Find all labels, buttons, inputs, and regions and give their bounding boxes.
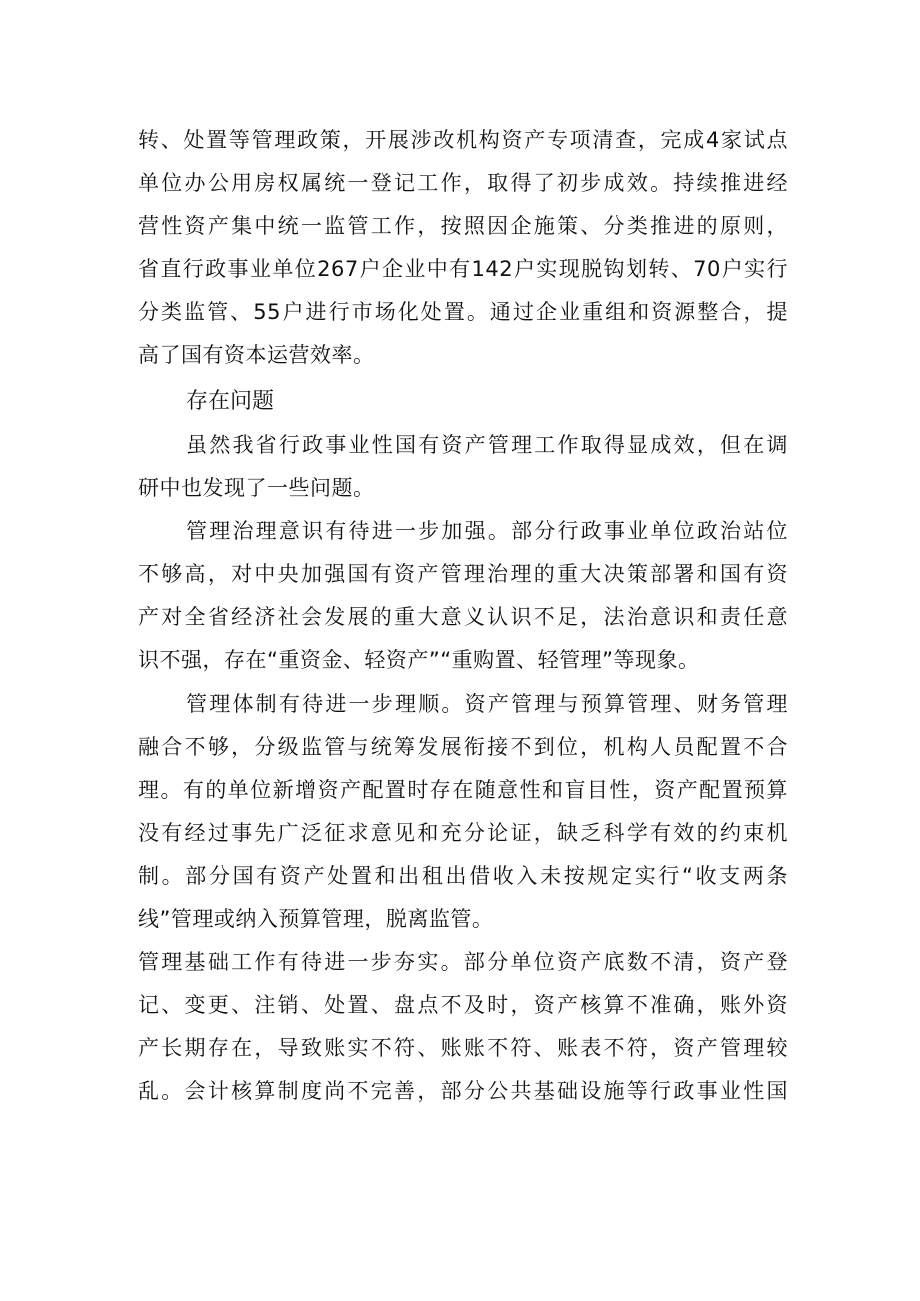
paragraph-line: 管理体制有待进一步理顺。资产管理与预算管理、财务管理 <box>186 692 788 716</box>
paragraph-line: 管理治理意识有待进一步加强。部分行政事业单位政治站位 <box>186 519 788 543</box>
paragraph-line: 制。部分国有资产处置和出租出借收入未按规定实行“收支两条 <box>138 864 788 888</box>
paragraph-line: 管理基础工作有待进一步夯实。部分单位资产底数不清，资产登 <box>138 950 788 974</box>
paragraph-line: 乱。会计核算制度尚不完善，部分公共基础设施等行政事业性国 <box>138 1079 788 1103</box>
paragraph-line: 理。有的单位新增资产配置时存在随意性和盲目性，资产配置预算 <box>138 778 788 802</box>
paragraph-line: 产长期存在，导致账实不符、账账不符、账表不符，资产管理较 <box>138 1036 788 1060</box>
paragraph-line: 不够高，对中央加强国有资产管理治理的重大决策部署和国有资 <box>138 562 788 586</box>
paragraph-line: 线”管理或纳入预算管理，脱离监管。 <box>138 907 494 931</box>
paragraph-line: 省直行政事业单位267户企业中有142户实现脱钩划转、70户实行 <box>138 257 788 281</box>
paragraph-line: 研中也发现了一些问题。 <box>138 476 375 500</box>
paragraph-line: 产对全省经济社会发展的重大意义认识不足，法治意识和责任意 <box>138 605 788 629</box>
paragraph-line: 没有经过事先广泛征求意见和充分论证，缺乏科学有效的约束机 <box>138 821 788 845</box>
paragraph-line: 虽然我省行政事业性国有资产管理工作取得显成效，但在调 <box>186 433 788 457</box>
paragraph-line: 分类监管、55户进行市场化处置。通过企业重组和资源整合，提 <box>138 300 788 324</box>
paragraph-line: 识不强，存在“重资金、轻资产”“重购置、轻管理”等现象。 <box>138 648 700 672</box>
paragraph-line: 转、处置等管理政策，开展涉改机构资产专项清查，完成4家试点 <box>138 128 788 152</box>
paragraph-line: 营性资产集中统一监管工作，按照因企施策、分类推进的原则， <box>138 214 788 238</box>
section-heading: 存在问题 <box>186 389 275 414</box>
paragraph-line: 记、变更、注销、处置、盘点不及时，资产核算不准确，账外资 <box>138 993 788 1017</box>
paragraph-line: 高了国有资本运营效率。 <box>138 343 375 367</box>
paragraph-line: 单位办公用房权属统一登记工作，取得了初步成效。持续推进经 <box>138 171 788 195</box>
paragraph-line: 融合不够，分级监管与统筹发展衔接不到位，机构人员配置不合 <box>138 735 788 759</box>
